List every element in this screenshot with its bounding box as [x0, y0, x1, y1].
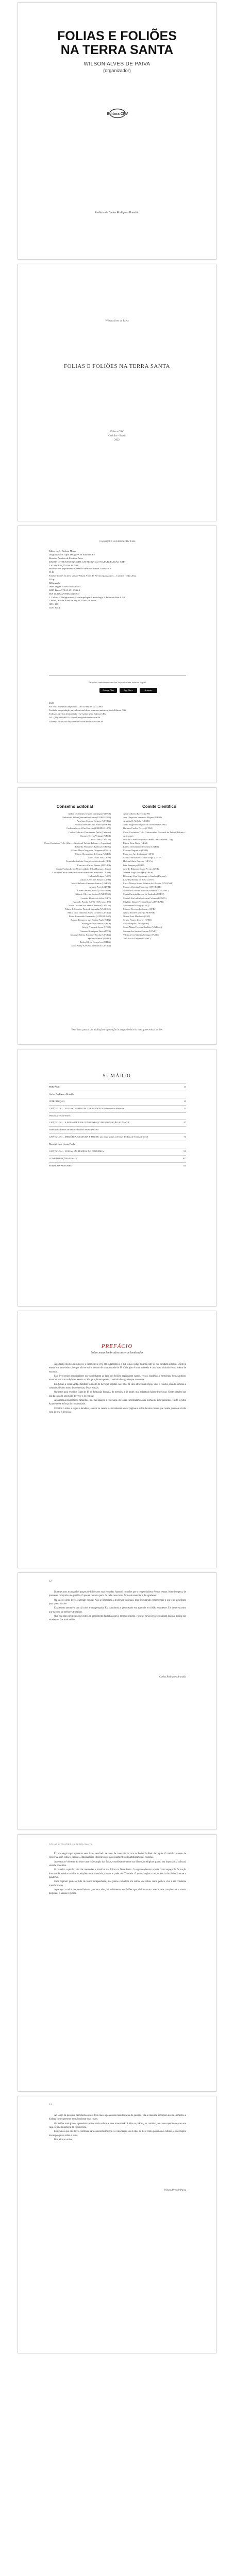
committee-member: Míghian Danae Ferreira Nunes (UNILAB): [123, 900, 164, 903]
preface-title: PREFÁCIO: [101, 1343, 133, 1349]
book-title-line1: FOLIAS E FOLIÕES: [57, 29, 177, 43]
summary-item[interactable]: [49, 1091, 186, 1098]
cip-line: I. Paiva, Wilson Alves de. org. II. Título III. Série: [49, 599, 96, 602]
summary-item-page: 73: [183, 1136, 186, 1139]
cip-line: CDU 398: [49, 603, 58, 606]
summary-item[interactable]: [49, 1083, 186, 1091]
committee-member: Helena Maria Ferreira (UFLA): [123, 860, 153, 863]
council-member: Leonel Severo Rocha (UNISINOS): [77, 889, 111, 892]
committee-member: Gláucia Maria dos Santos Jorge (UFOP): [123, 856, 162, 859]
cip-line: DOI 10.24824/978652512946.0: [49, 592, 79, 595]
cip-line: Folias e foliões na terra santa / Wilson Alves de Paiva (organizador). – Curitiba : CRV, 2022.: [49, 574, 137, 578]
paragraph: Esperamos que este livro contribua para o reconhecimento e a valorização das Folias de Reis como patrimônio cultural, e que inspire novas pesquisas sobre o tema.: [49, 2130, 186, 2137]
council-columns: [39, 804, 195, 947]
committee-member: Vânia Alves Martins Chaigar (FURG): [123, 933, 160, 936]
committee-member: Jussara Fraga Portugal (UNEB): [123, 871, 154, 874]
summary-item-label: CAPÍTULO 3 – MEMÓRIA, CULTURA E PODER: um olhar sobre as Folias de Reis de Trindade (GO): [49, 1136, 148, 1139]
committee-member: Vera Lucia Gaspar (UDESC): [123, 937, 151, 940]
committee-member: Diosnel Centurion (Univ Americ. de Asunción – Py): [123, 838, 173, 841]
paragraph: Este livro reúne pesquisadores que caminharam ao lado dos foliões, registraram cantos, versos, bandeiras e memórias. Seus capítulos mostram como a tradição se renova a cada geração sem perder o sentido do sagrado que a sustenta.: [49, 1375, 186, 1382]
committee-member: Maria Eurácia Barreto de Andrade (UFRB): [123, 893, 164, 896]
summary-item-page: 21: [183, 1107, 186, 1110]
summary-item-label: Wilson Alves de Paiva: [49, 1114, 71, 1117]
council-member: Helmuth Krüger (UCP): [88, 874, 111, 877]
cip-line: Diagramação e Capa: Designers da Editora CRV: [49, 553, 95, 556]
summary-item-label: Alessandra Lemos de Jesus e Wilson Alves de Paiva: [49, 1128, 99, 1131]
committee-member: Altair Alberto Fávero (UPF): [123, 812, 151, 815]
summary-item[interactable]: [49, 1126, 186, 1133]
running-head: FOLIAS E FOLIÕES NA TERRA SANTA: [49, 1843, 92, 1845]
committee-member: Kilwangy Kya Kapitango-a-Samba (Unemat): [123, 874, 166, 877]
rights-line: Conheça os nossos lançamentos: www.editoracrv.com.br: [49, 720, 103, 723]
paragraph: Agradeço a todos que contribuíram para esta obra, especialmente aos foliões que abriram suas casas e seus corações para nossas perguntas e nossos registros.: [49, 1888, 186, 1895]
summary-item-page: 13: [183, 1099, 186, 1103]
summary-item-label: CAPÍTULO 2 – A FOLIA DE REIS COMO ESPAÇO DE FORMAÇÃO HUMANA: [49, 1121, 129, 1124]
committee-member: Mohammed Elhajji (UFRJ): [123, 904, 149, 907]
page-preface: [18, 1311, 216, 1568]
committee-member: Nilson José Machado (USP): [123, 915, 151, 918]
cip-line: ISBN Digital 978-65-251-2948-4: [49, 585, 81, 588]
editorial-council-column: [39, 804, 111, 947]
paragraph: Ao longo da pesquisa percebemos que a folia não é apenas uma manifestação do passado. Ela se atualiza, incorpora novos elementos e dialoga com o presente sem abandonar suas raízes.: [49, 2114, 186, 2121]
preface-subtitle: Sobre meus lembrados entre os lembrados: [91, 1351, 143, 1354]
summary-item-label: CAPÍTULO 1 – FOLIAS DE REIS NA TERRA SANTA: Memórias e histórias: [49, 1107, 124, 1110]
council-member: Guillermo Arias Beatón (Universidade de La Havana – Cuba): [52, 871, 111, 874]
paragraph: A proposta é oferecer ao leitor uma visão ampla das folias, considerando tanto sua dimensão religiosa quanto sua importância cultural, social e educativa.: [49, 1860, 186, 1867]
edition-publisher: Editora CRV: [110, 431, 124, 433]
paragraph: Cada capítulo pode ser lido de forma independente, mas juntos compõem um retrato das folias como prática viva e em constante transformação.: [49, 1880, 186, 1887]
summary-list: [49, 1083, 186, 1170]
app-store-badge[interactable]: App Store: [120, 688, 137, 693]
summary-item-label: PREFÁCIO: [49, 1086, 61, 1088]
council-member: Lourdes Helena da Silva (UFV): [80, 896, 111, 900]
title-page-title: FOLIAS E FOLIÕES NA TERRA SANTA: [63, 363, 171, 369]
committee-member: Francisco Ari de Andrade (UFC): [123, 853, 155, 856]
title-page-author: Wilson Alves de Paiva: [105, 320, 129, 323]
paragraph: Essa escuta atenta é o que dá valor a uma pesquisa. Ela transforma o pesquisador em aprendiz e o folião em mestre. E é deste encontro que nascem os melhores trabalhos.: [49, 1607, 186, 1614]
store-badges: [99, 688, 157, 693]
council-member: Eduardo Fernandes Barbosa (UFMG): [75, 845, 111, 848]
summary-item[interactable]: [49, 1105, 186, 1112]
peer-review-note: Este livro passou por avaliação e aprovação às cegas de dois ou mais pareceristas ad hoc.: [71, 1028, 164, 1031]
preface-body-continued: [49, 1590, 186, 1623]
google-play-badge[interactable]: Google Play: [99, 688, 117, 693]
council-member: Francisco Carlos Duarte (PUC-PR): [77, 863, 111, 867]
council-member: Jailson Alves dos Santos (UFRJ): [79, 878, 111, 881]
summary-item-label: CAPÍTULO 4 – FOLIAS EM TEMPOS DE PANDEMIA: [49, 1150, 104, 1153]
committee-member: Sérgio Nunes de Jesus (IFRO): [123, 919, 152, 922]
page-colophon: [18, 526, 216, 783]
page-cover: [18, 2, 216, 260]
committee-member: José de Ribamar Sousa Pereira (UCB): [123, 867, 160, 870]
scientific-committee-column: [123, 804, 195, 947]
summary-item-label: SOBRE OS AUTORES: [49, 1164, 72, 1167]
cip-line: CDD 306.4: [49, 606, 60, 609]
editorial-council-heading: Conselho Editorial: [56, 804, 93, 809]
page-editorial-council: [18, 787, 216, 1045]
committee-member: Fauston Negreiros (UFPI): [123, 849, 148, 852]
summary-item-page: 47: [183, 1121, 186, 1124]
council-member: Carmen Tereza Velanga (UNIR): [80, 834, 111, 837]
paragraph: Durante anos acompanhei grupos de foliões em suas jornadas. Aprendi com eles que o tempo da festa é outro tempo, feito de espera, de promessa cumprida e de partilha. O que se canta na porta de cada casa é uma forma de anunciar e de agradecer.: [49, 1591, 186, 1598]
paragraph: O primeiro capítulo trata das memórias e histórias das folias na Terra Santa. O segundo discute a folia como espaço de formação humana. O terceiro analisa as relações entre memória, cultura e poder em Trindade. O quarto registra a experiência das folias durante a pandemia.: [49, 1869, 186, 1879]
paragraph: Convido o leitor a seguir a bandeira, a ouvir os versos e a reconhecer nestas páginas o valor de uma cultura que resiste porque é vivida com alegria e devoção.: [49, 1407, 186, 1414]
summary-item-label: Carlos Rodrigues Brandão: [49, 1092, 74, 1095]
preface-signature: Carlos Rodrigues Brandão: [159, 1676, 186, 1679]
committee-member: Lucia Marisy Souza Ribeiro de Oliveira (UNIVASF): [123, 882, 174, 885]
paragraph: As origens dos pesquisadores e o lugar que se vive em cada tempo é o que torna o olhar distinto entre os que estudam as folias. Quem já esteve em uma delas sabe que não se sai o mesmo de uma jornada de fé. Cada giro é uma travessia e cada casa visitada é uma oferta de encontro.: [49, 1363, 186, 1374]
committee-member: Ana Chrystina Venancio Mignot (UERJ): [123, 816, 162, 819]
edition-place: Curitiba – Brasil: [108, 435, 126, 437]
cip-line: DADOS INTERNACIONAIS DE CATALOGAÇÃO NA PUBLICAÇÃO (CIP): [49, 560, 125, 563]
cip-line: CATALOGAÇÃO NA FONTE: [49, 564, 79, 567]
introduction-body-continued: [49, 2114, 186, 2142]
summary-item[interactable]: [49, 1119, 186, 1126]
preface-body: [49, 1363, 186, 1415]
paragraph: É com alegria que apresento este livro, resultado de anos de convivência com as Folias de Reis da região. O trabalho nasceu de conversas com foliões, capitães, embaixadores e festeiros que generosamente compartilharam suas histórias.: [49, 1853, 186, 1859]
council-member: Tania Suely Azevedo Brasileiro (UFOPA): [71, 944, 111, 947]
book-title: [18, 29, 216, 57]
council-member: Rodrigo Pratte-Santos (UFES): [81, 922, 111, 925]
cip-line: P149: [49, 571, 54, 574]
paragraph: Boa leitura a todos.: [54, 2138, 73, 2141]
council-member: Marcelo Paixão (UFRJ e UTexas – US): [73, 900, 111, 903]
committee-member: Inês Bragança (UERJ): [123, 863, 145, 867]
summary-item[interactable]: [49, 1162, 186, 1170]
book-subtitle: Prefácio de Carlos Rodrigues Brandão: [95, 211, 139, 214]
publisher-logo-icon: [109, 108, 126, 118]
rights-line: Foi feito o depósito legal conf. Lei 10.994 de 14/12/2004: [49, 705, 104, 708]
summary-item-page: 113: [182, 1164, 186, 1167]
committee-member: Mônica Pereira dos Santos (UFRJ): [123, 907, 157, 910]
editorial-council-list: [39, 812, 111, 947]
council-member: Celso Conti (UFSCar): [89, 838, 111, 841]
digital-availability: Esta obra também encontra-se disponível em formato digital.: [88, 681, 147, 684]
summary-title: SUMÁRIO: [103, 1073, 131, 1078]
rights-line: Tel.: (41) 3039-6418 - E-mail: sac@editoracrv.com.br: [49, 716, 101, 719]
copyright-line: Copyright © da Editora CRV Ltda.: [99, 540, 136, 543]
committee-member: Cesar Gerónimo Tello (Universidad Nacional de Três de Febrero – Argentina): [123, 831, 187, 837]
council-member: Maria Cristina dos Santos Bezerra (UFSCar): [68, 904, 111, 907]
summary-item-label: INTRODUÇÃO: [49, 1099, 65, 1103]
publisher-logo-text: Editora CRV: [107, 112, 128, 116]
council-member: Maria Lília Imbiriba Sousa Colares (UFOPA): [68, 911, 111, 914]
cip-line: 1. Cultura 2. Religiosidade 3. Antropologia 4. Sociologia 5. Folias de Reis 6. Fé: [49, 596, 125, 599]
summary-item-label: CONSIDERAÇÕES FINAIS: [49, 1157, 77, 1160]
summary-item-label: Elias Alves de Souza Paula: [49, 1143, 75, 1146]
summary-item[interactable]: [49, 1148, 186, 1155]
council-member: Aldira Guimarães Duarte Domínguez (UNB): [68, 812, 111, 815]
page-number: 12: [49, 1580, 52, 1583]
council-member: Maria de Lourdes Pinto de Almeida (UNOESC): [65, 907, 111, 910]
summary-item[interactable]: [49, 1133, 186, 1141]
book-organizer-label: (organizador): [103, 68, 131, 73]
council-member: Sydione Santos (UEPG): [88, 937, 111, 940]
committee-member: Eliane Rose Maio (UEM): [123, 841, 148, 844]
cip-line: Bibliotecária responsável: Luzenira Alves dos Santos CRB9/1506: [49, 567, 111, 570]
committee-member: Suzana dos Santos Gomes (UFMG): [123, 929, 157, 933]
page-number: 14: [49, 2104, 52, 2106]
paragraph: A pandemia interrompeu caminhos, mas não apagou a esperança. As folias encontraram novas formas de estar presentes, e este registro é parte desse esforço de continuidade.: [49, 1399, 186, 1406]
rights-line: Todos os direitos desta edição reservados pela: Editora CRV: [49, 713, 106, 716]
council-member: Elione Maria Nogueira Diogenes (UFAL): [71, 849, 111, 852]
committee-member: Sonia Maria Ferreira Koehler (UNISAL): [123, 926, 162, 929]
summary-item[interactable]: [49, 1141, 186, 1148]
title-page-edition: [18, 430, 216, 443]
council-member: Paulo Romualdo Hernandes (UNIFAL-MG): [69, 915, 111, 918]
summary-item[interactable]: [49, 1112, 186, 1120]
council-member: Cesar Gerónimo Tello (Univer. Nacional Três de Febrero – Argentina): [44, 841, 111, 844]
page-summary: [18, 1049, 216, 1307]
committee-member: Barbara Coelho Neves (UFBA): [123, 827, 154, 830]
page-title-page: [18, 264, 216, 521]
summary-item[interactable]: [49, 1155, 186, 1162]
summary-item-page: 11: [183, 1086, 186, 1088]
book-title-line2: NA TERRA SANTA: [60, 43, 174, 57]
committee-member: Maria de Lourdes Pinto de Almeida (UNOESC): [123, 889, 169, 892]
summary-item[interactable]: [49, 1098, 186, 1105]
page-introduction: [18, 1834, 216, 2092]
page-introduction-continued: [18, 2096, 216, 2353]
committee-member: Andréia N. Militão (UEMS): [123, 820, 151, 823]
paragraph: Os autores deste livro souberam escutar. Não se limitaram a descrever os rituais, mas procuraram compreender o que eles significam para quem os vive.: [49, 1599, 186, 1605]
council-member: Fernando Antônio Gonçalves Alcoforado (IPB): [65, 860, 111, 863]
committee-member: Anna Augusta Sampaio de Oliveira (UNESP): [123, 823, 166, 826]
council-member: Andréia da Silva Quintanilha Sousa (UNIR/UFRN): [62, 816, 111, 819]
council-member: Antônio Pereira Gaio Júnior (UFRRJ): [75, 823, 111, 826]
council-member: Gloria Fariñas León (Universidade de La Havana – Cuba): [56, 867, 111, 870]
summary-item-page: 93: [183, 1150, 186, 1153]
paragraph: Que esta obra sirva para que outros se aproximem das folias com o mesmo respeito, e que as novas gerações saibam guardar aquilo que recebemos dos mais velhos.: [49, 1615, 186, 1622]
council-member: Josania Portela (UFPI): [89, 886, 111, 889]
council-member: Carlos Federico Dominguez Avila (Unieuro): [69, 831, 111, 834]
cip-line: ISBN Físico 978-65-251-2946-0: [49, 588, 80, 591]
cip-line: Editor-chefe: Railson Moura: [49, 550, 76, 552]
page-preface-continued: [18, 1572, 216, 1830]
committee-member: Elizeu Clementino de Souza (UNEB): [123, 845, 159, 848]
amazon-badge[interactable]: Amazon: [140, 688, 157, 693]
committee-member: Lourdes Helena da Silva (UFV): [123, 878, 154, 881]
council-member: João Adalberto Campato Junior (UNESP): [71, 882, 111, 885]
committee-member: Marcos Vinicius Francisco (UNOESTE): [123, 886, 162, 889]
council-member: Renato Francisco dos Santos Paula (UFG): [71, 919, 111, 922]
council-member: Tadeu Oliver Gonçalves (UFPA): [79, 940, 111, 943]
committee-member: Silvia Regina Canan (URI): [123, 922, 149, 925]
introduction-signature: Wilson Alves de Paiva: [164, 2189, 186, 2192]
edition-year: 2022: [114, 439, 120, 442]
introduction-body: [49, 1852, 186, 1896]
council-member: Anselmo Alencar Colares (UFOPA): [76, 820, 111, 823]
summary-item-page: 107: [182, 1157, 186, 1160]
council-member: Simone Rodrigues Pinto (UNB): [80, 929, 111, 933]
council-member: Elizeu Clementino de Souza (UNEB): [75, 853, 111, 856]
rights-block: [49, 701, 186, 723]
committee-member: Najela Tavares Ujiie (UNESPAR): [123, 911, 156, 914]
council-member: Carlos Alberto Vilar Estêvão (UMINHO – PT): [66, 827, 111, 830]
council-member: Sérgio Nunes de Jesus (IFRO): [82, 926, 111, 929]
paragraph: Os foliões mais jovens aprendem com os mais velhos, e essa transmissão é feita na prática, no caminho, no canto repetido de casa em casa. É uma pedagogia da convivência.: [49, 2122, 186, 2129]
council-member: Lídia de Oliveira Xavier (UNIEURO): [75, 893, 111, 896]
colophon-divider: [49, 675, 186, 676]
paragraph: Os textos aqui reunidos falam de fé, de formação humana, de memória e de poder, mas sobretudo falam de pessoas. Gente simples que faz da cantoria um modo de viver e de ensinar.: [49, 1391, 186, 1398]
council-member: Solange Helena Ximenes-Rocha (UFOPA): [70, 933, 111, 936]
cip-line: 116 p.: [49, 578, 55, 581]
committee-member: Maria Lília Imbiriba Sousa Colares (UFOPA): [123, 896, 166, 900]
scientific-committee-heading: Comitê Científico: [142, 804, 176, 809]
cip-line: Revisão: Analista de Escrita e Artes: [49, 556, 83, 560]
paragraph: Em Goiás, a Terra Santa é também território de devoção popular. As Folias de Reis atravessam roças, vilas e cidades, unindo famílias e comunidades em torno de promessas, festas e rezas.: [49, 1383, 186, 1389]
cip-block: [49, 550, 186, 610]
cip-line: Bibliografia: [49, 582, 61, 585]
rights-line: 2022: [49, 702, 54, 704]
council-member: Élsio José Corá (UFFS): [88, 856, 111, 859]
scientific-committee-list: [123, 812, 195, 940]
book-author: WILSON ALVES DE PAIVA: [83, 61, 151, 67]
rights-line: Proibida a reprodução parcial ou total desta obra sem autorização da Editora CRV: [49, 709, 127, 712]
